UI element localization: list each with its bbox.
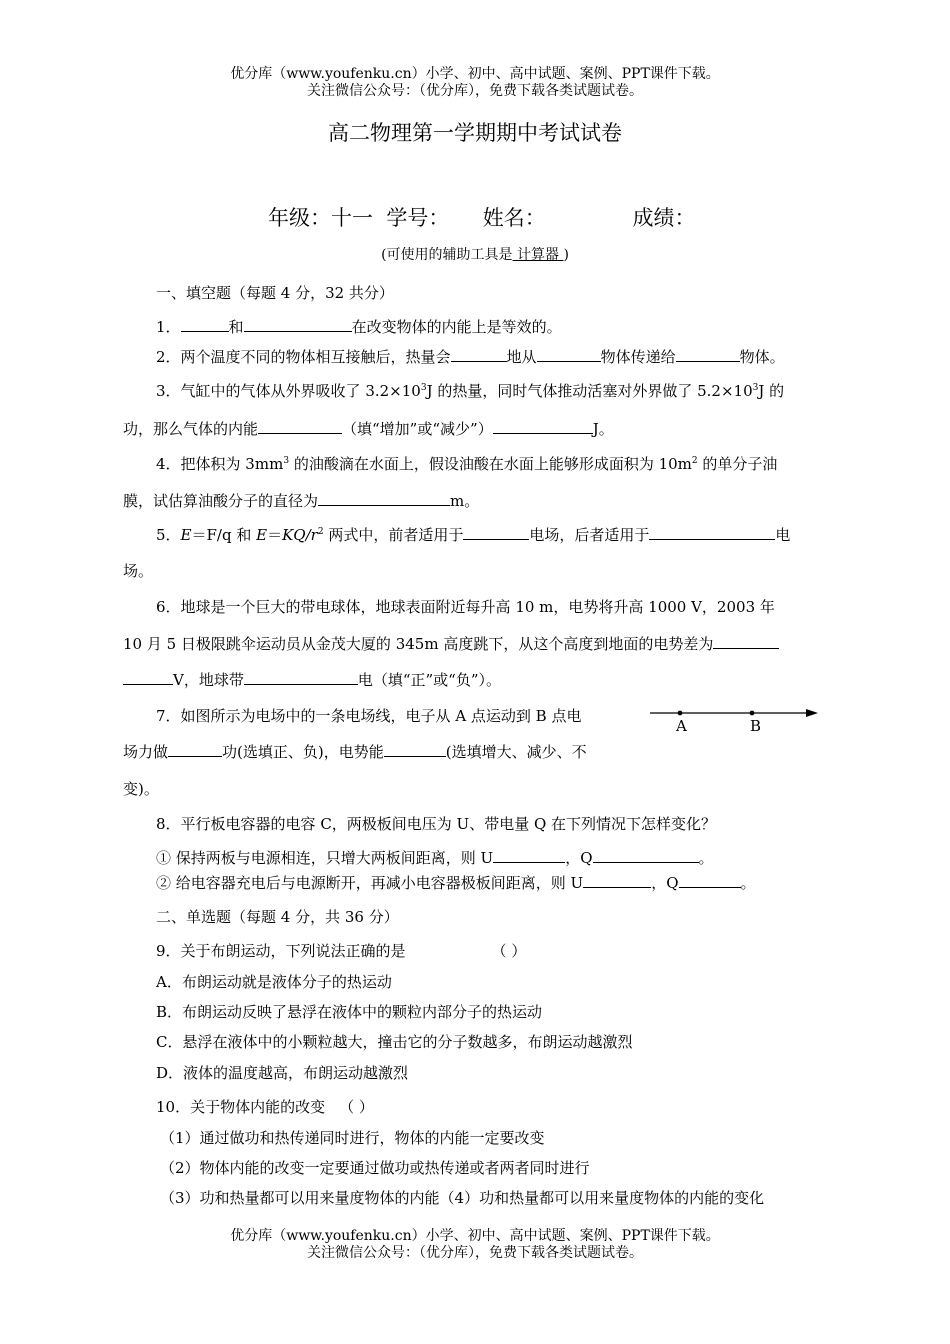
question-8-part-2: ② 给电容器充电后与电源断开，再减小电容器极板间距离，则 U ，Q 。 [156,874,756,892]
blank [463,525,529,540]
question-7-line-3: 变)。 [123,780,159,798]
question-8-part-1: ① 保持两板与电源相连，只增大两板间距离，则 U ，Q 。 [156,849,714,867]
blank [713,634,779,649]
page-header [0,66,950,100]
student-info [268,202,696,232]
blank [649,525,775,540]
tool-name: 计算器 [512,247,564,263]
arrow-head-icon [806,709,818,717]
question-3-line-1: 3．气缸中的气体从外界吸收了 $3.2\times 10^3J$ 的热量，同时气体推动活塞对外界做了 $5.2\times 10^3J$ 的 [156,382,785,400]
question-7-line-2: 场力做 功(选填正、负)，电势能 (选填增大、减少、不 [123,743,587,761]
question-6-line-1: 6．地球是一个巨大的带电球体，地球表面附近每升高 10 m，电势将升高 1000 V，2003 年 [156,598,775,616]
blank [493,419,593,434]
blank [679,873,741,888]
student-id-label: 学号： [386,206,450,230]
blank [258,419,342,434]
score-label: 成绩： [632,206,696,230]
question-6-line-3: V，地球带 电（填“正”或“负”）。 [123,669,501,690]
header-line-2: 关注微信公众号：（优分库），免费下载各类试题试卷。 [307,83,643,99]
allowed-tools: (可使用的辅助工具是 计算器 ) [381,247,569,263]
statement-1: （1）通过做功和热传递同时进行，物体的内能一定要改变 [160,1129,545,1147]
blank [168,742,222,757]
header-line-1: 优分库（www.youfenku.cn）小学、初中、高中试题、案例、PPT课件下载。 [230,66,720,82]
question-5-line-1: 5．E＝F/q 和 $E=KQ/r^2$ 两式中，前者适用于 电场，后者适用于 电 [156,526,791,544]
question-10: 10．关于物体内能的改变 （ ） [156,1098,374,1116]
point-a [678,711,683,716]
answer-paren: （ ） [339,1098,374,1116]
answer-paren: （ ） [491,942,527,960]
name-label: 姓名： [482,206,546,230]
blank [676,347,740,362]
statement-2: （2）物体内能的改变一定要通过做功或热传递或者两者同时进行 [160,1159,590,1177]
page-footer [0,1228,950,1262]
section-1-heading: 一、填空题（每题 4 分，32 共分） [156,284,394,302]
section-2-heading: 二、单选题（每题 4 分，共 36 分） [156,908,399,926]
electric-field-line-diagram [646,700,826,740]
blank [244,670,358,685]
label-b: B [750,717,762,735]
question-7-line-1: 7．如图所示为电场中的一条电场线，电子从 A 点运动到 B 点电 [156,707,582,725]
point-b [750,711,755,716]
blank [583,873,651,888]
blank [318,491,450,506]
exam-title: 高二物理第一学期期中考试试卷 [328,121,622,145]
blank [451,347,507,362]
choice-a: A．布朗运动就是液体分子的热运动 [156,973,392,991]
footer-line-1: 优分库（www.youfenku.cn）小学、初中、高中试题、案例、PPT课件下载。 [230,1228,720,1244]
footer-line-2: 关注微信公众号：（优分库），免费下载各类试题试卷。 [307,1245,643,1261]
question-8: 8．平行板电容器的电容 C，两极板间电压为 U、带电量 Q 在下列情况下怎样变化？ [156,815,717,833]
choice-c: C．悬浮在液体中的小颗粒越大，撞击它的分子数越多，布朗运动越激烈 [156,1033,633,1051]
choice-b: B．布朗运动反映了悬浮在液体中的颗粒内部分子的热运动 [156,1003,543,1021]
question-6-line-2: 10 月 5 日极限跳伞运动员从金茂大厦的 345m 高度跳下，从这个高度到地面的电势差为 [123,633,779,654]
grade-label: 年级：十一 [268,206,373,230]
blank [244,317,352,332]
statement-3-4: （3）功和热量都可以用来量度物体的内能（4）功和热量都可以用来量度物体的内能的变化 [160,1189,765,1207]
question-1: 1． 和 在改变物体的内能上是等效的。 [156,318,562,336]
question-4-line-1: 4．把体积为 $3mm^3$ 的油酸滴在水面上，假设油酸在水面上能够形成面积为 $10m^2$ 的单分子油 [156,455,778,473]
question-9: 9．关于布朗运动，下列说法正确的是 （ ） [156,942,527,960]
blank [593,848,699,863]
question-2: 2．两个温度不同的物体相互接触后，热量会 地从 物体传递给 物体。 [156,348,785,366]
blank [493,848,565,863]
question-4-line-2: 膜，试估算油酸分子的直径为 m。 [123,492,480,510]
blank [123,670,173,685]
question-5-line-2: 场。 [123,562,154,580]
blank [384,742,446,757]
blank [181,317,229,332]
label-a: A [676,717,687,735]
blank [537,347,601,362]
choice-d: D．液体的温度越高，布朗运动越激烈 [156,1064,409,1082]
question-3-line-2: 功，那么气体的内能 （填“增加”或“减少”） J。 [123,420,614,438]
